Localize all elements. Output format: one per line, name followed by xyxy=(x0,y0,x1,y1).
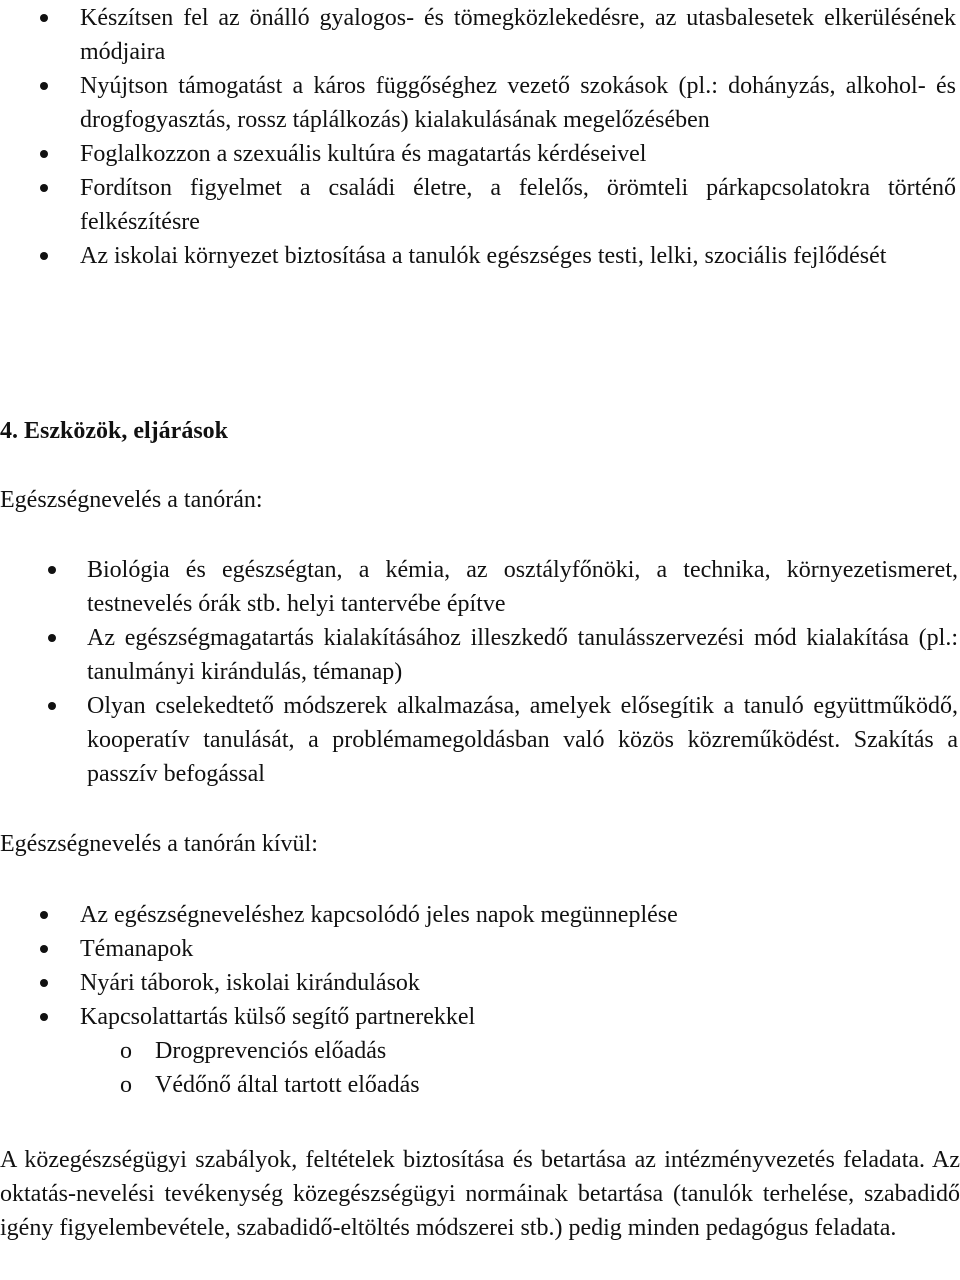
list-item-text: Olyan cselekedtető módszerek alkalmazása, amelyek elősegítik a tanuló együttműködő, kooperatív tanulását, a problémamegoldásban való közös közreműködést. Szakítás a passzív befogással xyxy=(87,693,958,787)
list-item xyxy=(0,1,960,69)
sub-list xyxy=(80,1034,960,1102)
list-item xyxy=(0,932,960,966)
bullet-icon xyxy=(40,14,48,22)
bullet-icon xyxy=(40,252,48,260)
list-item xyxy=(0,137,960,171)
circle-bullet-icon: o xyxy=(120,1038,132,1064)
circle-bullet-icon: o xyxy=(120,1072,132,1098)
bullet-icon xyxy=(40,184,48,192)
sub-list-item-text: Drogprevenciós előadás xyxy=(155,1038,387,1064)
bullet-icon xyxy=(40,945,48,953)
list-item-text: Fordítson figyelmet a családi életre, a felelős, örömteli párkapcsolatokra történő felkészítésre xyxy=(80,175,956,235)
list-item xyxy=(0,1000,960,1102)
sub-list-item xyxy=(80,1034,960,1068)
sub-list-item xyxy=(80,1068,960,1102)
list-item-text: Kapcsolattartás külső segítő partnerekkel xyxy=(80,1004,476,1030)
list-item-text: Nyújtson támogatást a káros függőséghez vezető szokások (pl.: dohányzás, alkohol- és drogfogyasztás, rossz táplálkozás) kialakulásának megelőzésében xyxy=(80,73,956,133)
out-class-title: Egészségnevelés a tanórán kívül: xyxy=(0,831,318,857)
bullet-icon xyxy=(40,979,48,987)
list-item-text: Foglalkozzon a szexuális kultúra és magatartás kérdéseivel xyxy=(80,141,647,167)
list-item-text: Az egészségneveléshez kapcsolódó jeles napok megünneplése xyxy=(80,902,678,928)
list-item-text: Az egészségmagatartás kialakításához illeszkedő tanulásszervezési mód kialakítása (pl.: tanulmányi kirándulás, témanap) xyxy=(87,625,958,685)
list-item-text: Az iskolai környezet biztosítása a tanulók egészséges testi, lelki, szociális fejlődését xyxy=(80,243,887,269)
in-class-title: Egészségnevelés a tanórán: xyxy=(0,487,263,513)
closing-paragraph: A közegészségügyi szabályok, feltételek biztosítása és betartása az intézményvezetés feladata. Az oktatás-nevelési tevékenység közegészségügyi normáinak betartása (tanulók terhelése, szabadidő igény figyelembevétele, szabadidő-eltöltés módszerei stb.) pedig minden pedagógus feladata. xyxy=(0,1147,960,1241)
bullet-icon xyxy=(40,1013,48,1021)
goals-list xyxy=(0,1,960,273)
list-item-text: Készítsen fel az önálló gyalogos- és tömegközlekedésre, az utasbalesetek elkerülésének módjaira xyxy=(80,5,956,65)
bullet-icon xyxy=(40,150,48,158)
bullet-icon xyxy=(40,82,48,90)
list-item xyxy=(0,239,960,273)
bullet-icon xyxy=(40,911,48,919)
list-item xyxy=(0,553,960,621)
in-class-list xyxy=(0,553,960,791)
sub-list-item-text: Védőnő által tartott előadás xyxy=(155,1072,420,1098)
list-item-text: Témanapok xyxy=(80,936,194,962)
bullet-icon xyxy=(48,634,56,642)
list-item xyxy=(0,898,960,932)
list-item xyxy=(0,689,960,791)
section-heading: 4. Eszközök, eljárások xyxy=(0,418,228,444)
list-item xyxy=(0,69,960,137)
bullet-icon xyxy=(48,702,56,710)
list-item xyxy=(0,966,960,1000)
list-item-text: Nyári táborok, iskolai kirándulások xyxy=(80,970,420,996)
list-item-text: Biológia és egészségtan, a kémia, az osztályfőnöki, a technika, környezetismeret, testnevelés órák stb. helyi tantervébe építve xyxy=(87,557,958,617)
list-item xyxy=(0,171,960,239)
list-item xyxy=(0,621,960,689)
out-class-list xyxy=(0,898,960,1102)
bullet-icon xyxy=(48,566,56,574)
